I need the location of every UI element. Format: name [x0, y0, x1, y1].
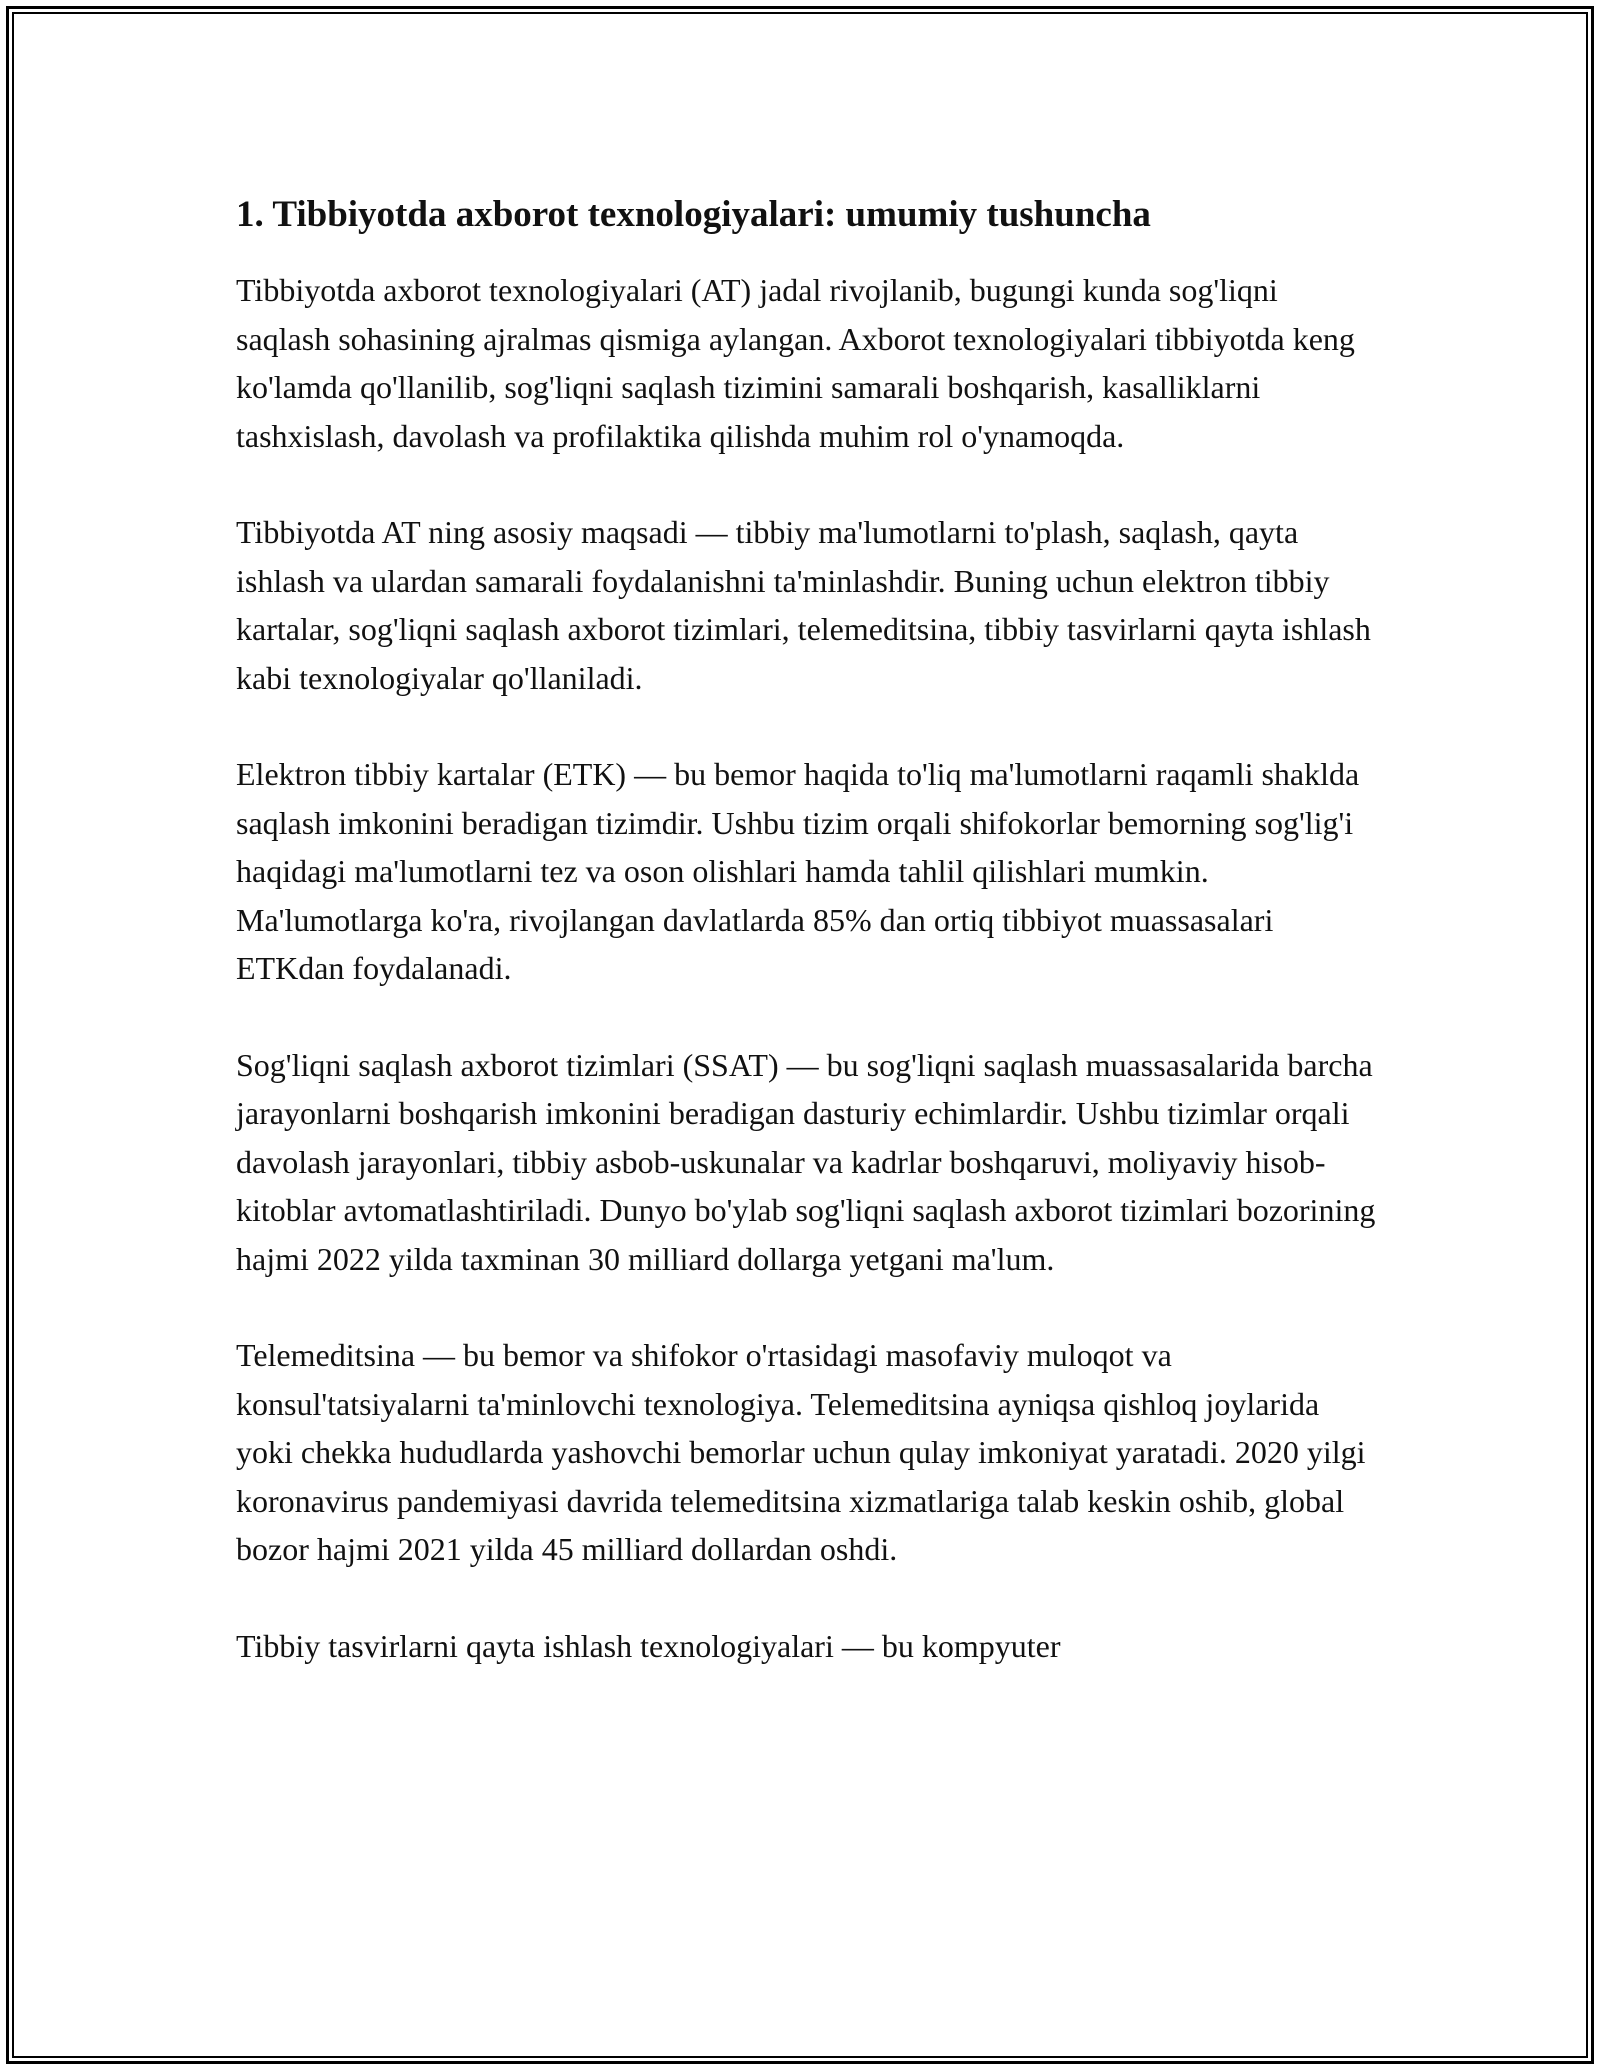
document-body [236, 190, 1376, 1718]
section-heading: 1. Tibbiyotda axborot texnologiyalari: umumiy tushuncha [236, 194, 1151, 235]
paragraph-medical-imaging: Tibbiy tasvirlarni qayta ishlash texnologiyalari — bu kompyuter [236, 1627, 1061, 1664]
paragraph-health-info-systems: Sog'liqni saqlash axborot tizimlari (SSAT) — bu sog'liqni saqlash muassasalarida barcha jarayonlarni boshqarish imkonini beradigan dasturiy echimlardir. Ushbu tizimlar orqali davolash jarayonlari, tibbiy asbob-uskunalar va kadrlar boshqaruvi, moliyaviy hisob-kitoblar avtomatlashtiriladi. Dunyo bo'ylab sog'liqni saqlash axborot tizimlari bozorining hajmi 2022 yilda taxminan 30 milliard dollarga yetgani ma'lum. [236, 1046, 1376, 1277]
paragraph-telemedicine: Telemeditsina — bu bemor va shifokor o'rtasidagi masofaviy muloqot va konsul'tatsiyalarni ta'minlovchi texnologiya. Telemeditsina ayniqsa qishloq joylarida yoki chekka hududlarda yashovchi bemorlar uchun qulay imkoniyat yaratadi. 2020 yilgi koronavirus pandemiyasi davrida telemeditsina xizmatlariga talab keskin oshib, global bozor hajmi 2021 yilda 45 milliard dollardan oshdi. [236, 1337, 1366, 1567]
paragraph-purpose: Tibbiyotda AT ning asosiy maqsadi — tibbiy ma'lumotlarni to'plash, saqlash, qayta ishlash va ulardan samarali foydalanishni ta'minlashdir. Buning uchun elektron tibbiy kartalar, sog'liqni saqlash axborot tizimlari, telemeditsina, tibbiy tasvirlarni qayta ishlash kabi texnologiyalar qo'llaniladi. [236, 514, 1371, 696]
paragraph-electronic-records: Elektron tibbiy kartalar (ETK) — bu bemor haqida to'liq ma'lumotlarni raqamli shaklda saqlash imkonini beradigan tizimdir. Ushbu tizim orqali shifokorlar bemorning sog'lig'i haqidagi ma'lumotlarni tez va oson olishlari hamda tahlil qilishlari mumkin. Ma'lumotlarga ko'ra, rivojlangan davlatlarda 85% dan ortiq tibbiyot muassasalari ETKdan foydalanadi. [236, 756, 1360, 986]
paragraph-intro: Tibbiyotda axborot texnologiyalari (AT) jadal rivojlanib, bugungi kunda sog'liqni saqlash sohasining ajralmas qismiga aylangan. Axborot texnologiyalari tibbiyotda keng ko'lamda qo'llanilib, sog'liqni saqlash tizimini samarali boshqarish, kasalliklarni tashxislash, davolash va profilaktika qilishda muhim rol o'ynamoqda. [236, 272, 1355, 454]
